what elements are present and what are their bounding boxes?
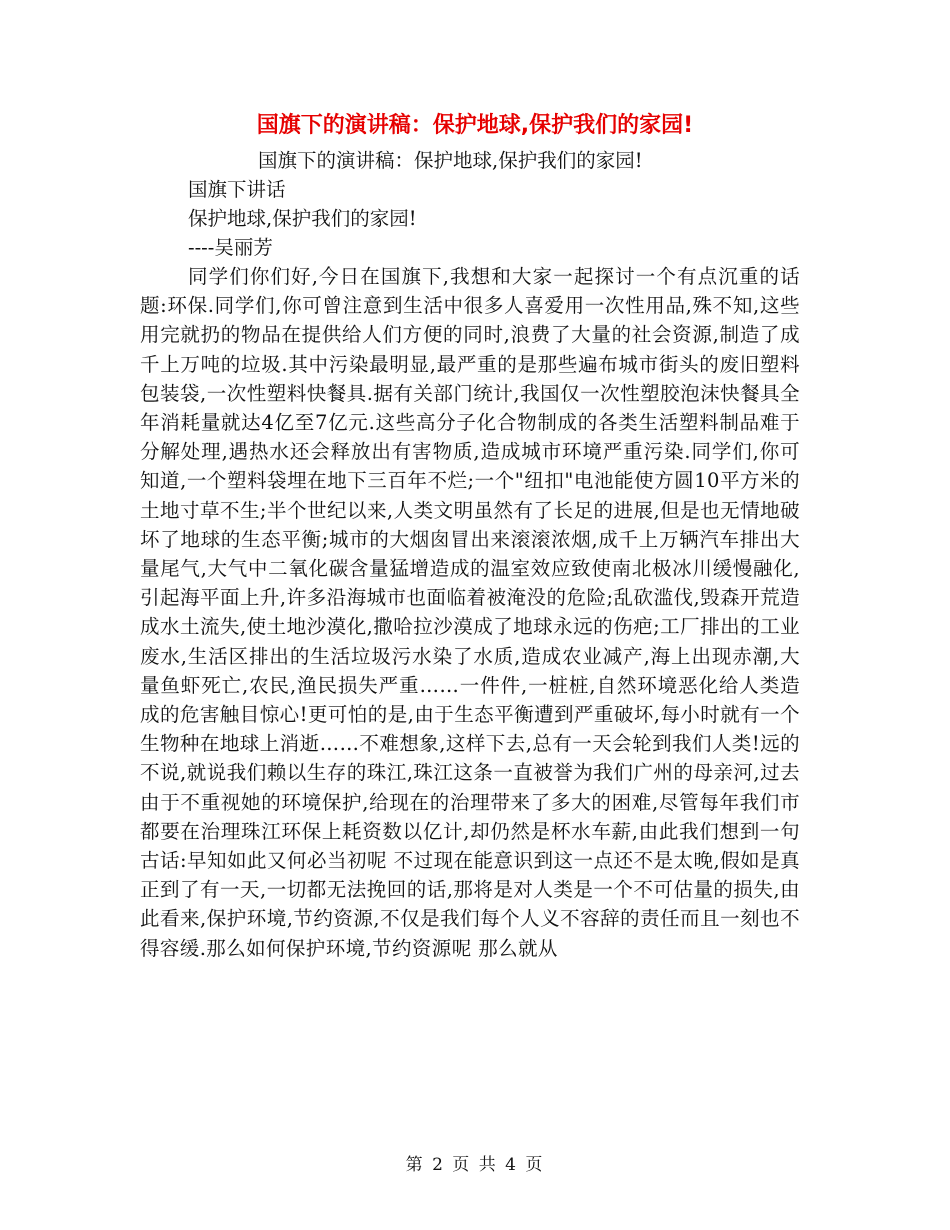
document-subtitle: 国旗下的演讲稿：保护地球,保护我们的家园! xyxy=(258,149,643,172)
document-title: 国旗下的演讲稿：保护地球,保护我们的家园! xyxy=(256,113,694,138)
speech-author: ----吴丽芳 xyxy=(188,236,273,259)
document-content xyxy=(140,146,800,963)
page-number-footer: 第 2 页 共 4 页 xyxy=(405,1155,545,1175)
speech-body: 同学们你们好,今日在国旗下,我想和大家一起探讨一个有点沉重的话题:环保.同学们,你可曾注意到生活中很多人喜爱用一次性用品,殊不知,这些用完就扔的物品在提供给人们方便的同时,浪费了大量的社会资源,制造了成千上万吨的垃圾.其中污染最明显,最严重的是那些遍布城市街头的废旧塑料包装袋,一次性塑料快餐具.据有关部门统计,我国仅一次性塑胶泡沫快餐具全年消耗量就达4亿至7亿元.这些高分子化合物制成的各类生活塑料制品难于分解处理,遇热水还会释放出有害物质,造成城市环境严重污染.同学们,你可知道,一个塑料袋埋在地下三百年不烂;一个"纽扣"电池能使方圆10平方米的土地寸草不生;半个世纪以来,人类文明虽然有了长足的进展,但是也无情地破坏了地球的生态平衡;城市的大烟囱冒出来滚滚浓烟,成千上万辆汽车排出大量尾气,大气中二氧化碳含量猛增造成的温室效应致使南北极冰川缓慢融化,引起海平面上升,许多沿海城市也面临着被淹没的危险;乱砍滥伐,毁森开荒造成水土流失,使土地沙漠化,撒哈拉沙漠成了地球永远的伤疤;工厂排出的工业废水,生活区排出的生活垃圾污水染了水质,造成农业减产,海上出现赤潮,大量鱼虾死亡,农民,渔民损失严重……一件件,一桩桩,自然环境恶化给人类造成的危害触目惊心!更可怕的是,由于生态平衡遭到严重破坏,每小时就有一个生物种在地球上消逝……不难想象,这样下去,总有一天会轮到我们人类!远的不说,就说我们赖以生存的珠江,珠江这条一直被誉为我们广州的母亲河,过去由于不重视她的环境保护,给现在的治理带来了多大的困难,尽管每年我们市都要在治理珠江环保上耗资数以亿计,却仍然是杯水车薪,由此我们想到一句古话:早知如此又何必当初呢 不过现在能意识到这一点还不是太晚,假如是真正到了有一天,一切都无法挽回的话,那将是对人类是一个不可估量的损失,由此看来,保护环境,节约资源,不仅是我们每个人义不容辞的责任而且一刻也不得容缓.那么如何保护环境,节约资源呢 那么就从 xyxy=(140,265,800,960)
speech-slogan: 保护地球,保护我们的家园! xyxy=(188,207,417,230)
speech-label: 国旗下讲话 xyxy=(188,178,286,201)
